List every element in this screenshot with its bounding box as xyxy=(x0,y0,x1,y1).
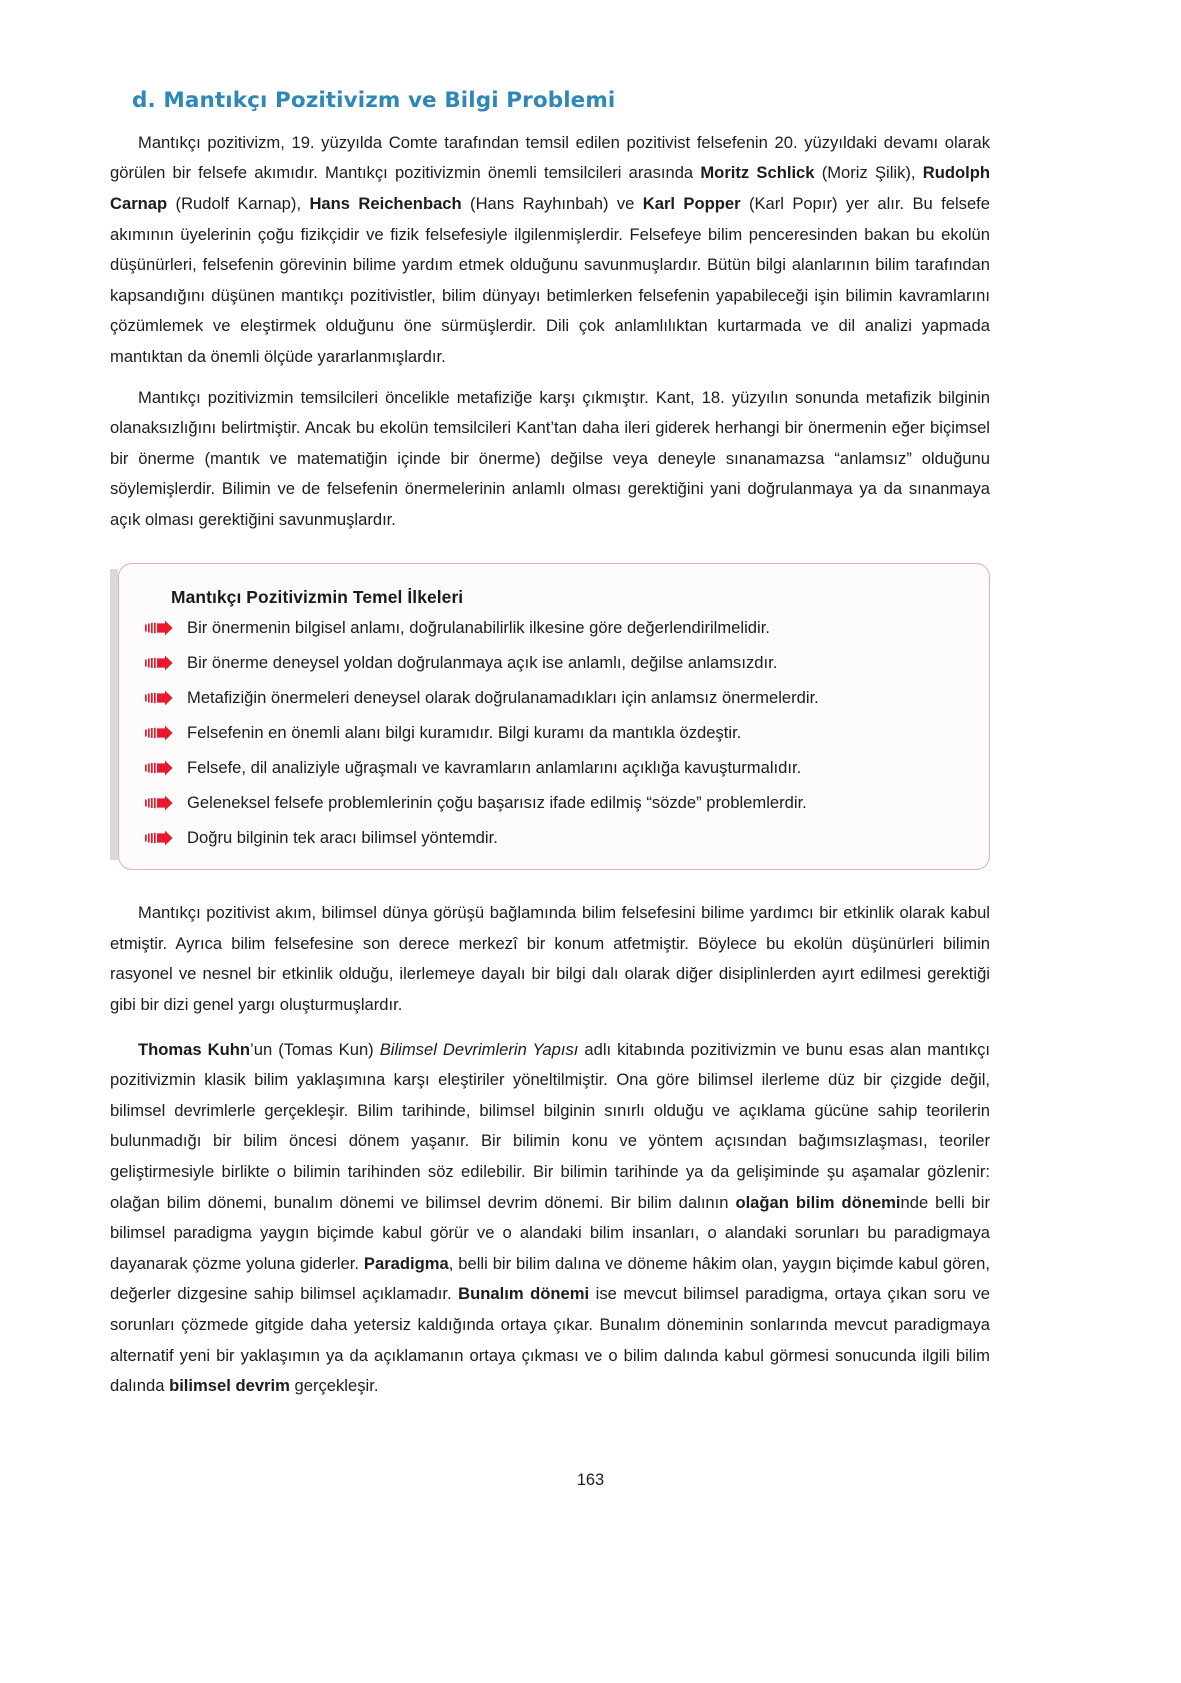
list-item-text: Doğru bilginin tek aracı bilimsel yöntemdir. xyxy=(187,828,498,848)
term-moritz-schlick: Moritz Schlick xyxy=(700,163,815,183)
term-bilimsel-devrim: bilimsel devrim xyxy=(169,1376,290,1396)
red-arrow-icon xyxy=(145,830,175,846)
list-item xyxy=(145,617,963,639)
red-arrow-icon xyxy=(145,620,175,636)
par4-seg3: nde belli bir bilimsel paradigma yaygın biçimde kabul görür ve o alandaki bilim insanları, o alandaki sorunları bu paradigmaya dayanarak çözme yoluna giderler. xyxy=(110,1192,990,1273)
term-karl-popper: Karl Popper xyxy=(642,194,741,214)
term-paradigma: Paradigma xyxy=(363,1253,449,1273)
term-olagan-bilim-donemi: olağan bilim dönemi xyxy=(735,1192,901,1212)
par4-seg4: , belli bir bilim dalına ve döneme hâkim olan, yaygın biçimde kabul gören, değerler dizgesine sahip bilimsel açıklamadır. xyxy=(110,1253,990,1304)
list-item-text: Bir önermenin bilgisel anlamı, doğrulanabilirlik ilkesine göre değerlendirilmelidir. xyxy=(187,618,770,638)
list-item-text: Felsefenin en önemli alanı bilgi kuramıdır. Bilgi kuramı da mantıkla özdeştir. xyxy=(187,723,742,743)
list-item xyxy=(145,722,963,744)
callout-title: Mantıkçı Pozitivizmin Temel İlkeleri xyxy=(171,586,464,607)
par4-seg2: adlı kitabında pozitivizmin ve bunu esas alan mantıkçı pozitivizmin klasik bilim yaklaşımına karşı eleştiriler yöneltilmiştir. Ona göre bilimsel ilerleme düz bir çizgide değil, bilimsel devrimlerle gerçekleşir. Bilim tarihinde, bilimsel bilginin sınırlı olduğu ve açıklama gücüne sahip teorilerin bulunmadığı bir bilim öncesi dönem yaşanır. Bir bilimin konu ve yöntem açısından bağımsızlaşması, teoriler geliştirmesiyle birlikte o bilimin tarihinden söz edilebilir. Bir bilimin tarihinde ya da gelişiminde şu aşamalar gözlenir: olağan bilim dönemi, bunalım dönemi ve bilimsel devrim dönemi. Bir bilim dalının xyxy=(110,1039,991,1212)
list-item xyxy=(145,652,963,674)
par1-seg2: (Moriz Şilik), xyxy=(814,163,923,183)
red-arrow-icon xyxy=(145,690,175,706)
callout-left-bar xyxy=(110,569,118,861)
term-rudolph-carnap: Rudolph Carnap xyxy=(110,163,991,214)
par4-seg1: ’un (Tomas Kun) xyxy=(250,1039,380,1059)
paragraph-3 xyxy=(110,898,990,1020)
par1-seg5: (Karl Popır) yer alır. Bu felsefe akımının üyelerinin çoğu fizikçidir ve fizik felsefesiyle ilgilenmişlerdir. Felsefeye bilim penceresinden bakan bu ekolün düşünürleri, felsefenin görevinin bilime yardım etmek olduğunu savunmuşlardır. Bütün bilgi alanlarının bilim tarafından kapsandığını düşünen mantıkçı pozitivistler, bilim dünyayı betimlerken felsefenin yapabileceği işin bilimin kavramlarını çözümlemek ve eleştirmek olduğunu öne sürmüşlerdir. Dili çok anlamlılıktan kurtarmada ve dil analizi yapmada mantıktan da önemli ölçüde yararlanmışlardır. xyxy=(110,194,991,367)
list-item-text: Bir önerme deneysel yoldan doğrulanmaya açık ise anlamlı, değilse anlamsızdır. xyxy=(187,653,778,673)
page-number: 163 xyxy=(576,1471,605,1489)
principles-callout-box xyxy=(110,563,990,871)
list-item-text: Geleneksel felsefe problemlerinin çoğu başarısız ifade edilmiş “sözde” problemlerdir. xyxy=(187,793,807,813)
term-bunalim-donemi: Bunalım dönemi xyxy=(458,1284,590,1304)
list-item xyxy=(145,757,963,779)
red-arrow-icon xyxy=(145,655,175,671)
list-item xyxy=(145,827,963,849)
term-thomas-kuhn: Thomas Kuhn xyxy=(138,1039,251,1059)
list-item xyxy=(145,687,963,709)
term-hans-reichenbach: Hans Reichenbach xyxy=(309,194,462,214)
book-title-italic: Bilimsel Devrimlerin Yapısı xyxy=(379,1039,579,1059)
paragraph-4 xyxy=(110,1035,990,1402)
principles-list xyxy=(145,617,963,849)
par4-seg6: gerçekleşir. xyxy=(289,1376,379,1396)
par1-seg1: Mantıkçı pozitivizm, 19. yüzyılda Comte tarafından temsil edilen pozitivist felsefenin 20. yüzyıldaki devamı olarak görülen bir felsefe akımıdır. Mantıkçı pozitivizmin önemli temsilcileri arasında xyxy=(110,132,990,183)
page-content xyxy=(110,88,990,1402)
par1-seg4: (Hans Rayhınbah) ve xyxy=(461,194,643,214)
list-item xyxy=(145,792,963,814)
red-arrow-icon xyxy=(145,725,175,741)
callout-inner xyxy=(118,563,990,871)
page-title: d. Mantıkçı Pozitivizm ve Bilgi Problemi xyxy=(132,88,616,113)
list-item-text: Felsefe, dil analiziyle uğraşmalı ve kavramların anlamlarını açıklığa kavuşturmalıdır. xyxy=(187,758,802,778)
red-arrow-icon xyxy=(145,795,175,811)
paragraph-2 xyxy=(110,383,990,536)
par1-seg3: (Rudolf Karnap), xyxy=(167,194,310,214)
par3-text: Mantıkçı pozitivist akım, bilimsel dünya görüşü bağlamında bilim felsefesini bilime yardımcı bir etkinlik olarak kabul etmiştir. Ayrıca bilim felsefesine son derece merkezî bir konum atfetmiştir. Böylece bu ekolün düşünürleri bilimin rasyonel ve nesnel bir etkinlik olduğu, ilerlemeye dayalı bir bilgi dalı olarak diğer disiplinlerden ayırt edilmesi gerektiği gibi bir dizi genel yargı oluşturmuşlardır. xyxy=(110,903,990,1014)
par4-seg5: ise mevcut bilimsel paradigma, ortaya çıkan soru ve sorunları çözmede gitgide daha yetersiz kaldığında ortaya çıkar. Bunalım döneminin sonlarında mevcut paradigmaya alternatif yeni bir yaklaşımın ya da açıklamanın ortaya çıkması ve o bilim dalında kabul görmesi sonucunda ilgili bilim dalında xyxy=(110,1284,990,1396)
list-item-text: Metafiziğin önermeleri deneysel olarak doğrulanamadıkları için anlamsız önermelerdir. xyxy=(187,688,819,708)
red-arrow-icon xyxy=(145,760,175,776)
par2-text: Mantıkçı pozitivizmin temsilcileri öncelikle metafiziğe karşı çıkmıştır. Kant, 18. yüzyılın sonunda metafizik bilginin olanaksızlığını belirtmiştir. Ancak bu ekolün temsilcileri Kant’tan daha ileri giderek herhangi bir önermenin eğer biçimsel bir önerme (mantık ve matematiğin içinde bir önerme) değilse veya deneyle sınanamazsa “anlamsız” olduğunu söylemişlerdir. Bilimin ve de felsefenin önermelerinin anlamlı olması gerektiğini yani doğrulanmaya ya da sınanmaya açık olması gerektiğini savunmuşlardır. xyxy=(110,387,990,529)
paragraph-1 xyxy=(110,128,990,373)
